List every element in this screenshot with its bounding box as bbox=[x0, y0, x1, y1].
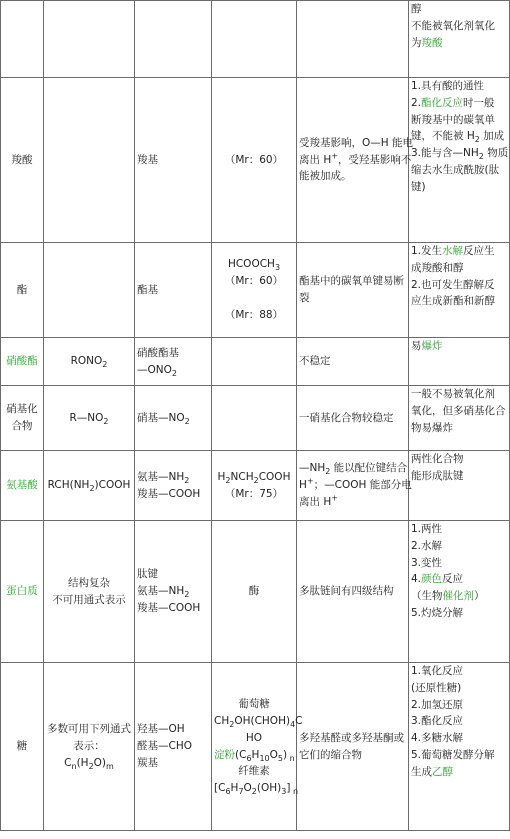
text-segment: 酯基中的碳氧单键易断 bbox=[299, 275, 404, 288]
text-segment: 酶 bbox=[248, 585, 260, 598]
cell-line bbox=[411, 420, 507, 437]
cell-line bbox=[299, 290, 406, 307]
text-segment: 断羧基中的碳氧单 bbox=[411, 113, 495, 126]
text-segment: 肽键 bbox=[137, 568, 158, 581]
text-segment: 2.也可发生醇解反 bbox=[411, 278, 495, 291]
text-segment: （生物 bbox=[411, 590, 443, 603]
text-segment: (还原性糖) bbox=[411, 681, 462, 694]
cell-line bbox=[46, 477, 132, 494]
cell-line bbox=[411, 179, 507, 196]
text-segment: （Mr：88） bbox=[224, 308, 284, 321]
formula-cell bbox=[44, 78, 135, 243]
name-cell bbox=[1, 338, 44, 386]
text-segment: 键，不能被 H bbox=[411, 130, 475, 143]
text-segment: 2 bbox=[478, 152, 484, 162]
properties-cell bbox=[409, 663, 510, 831]
example-cell bbox=[212, 663, 303, 831]
text-segment: 葡萄糖 bbox=[238, 698, 270, 711]
text-segment: 4 bbox=[290, 720, 296, 729]
functional-group-cell bbox=[135, 338, 212, 386]
example-cell bbox=[212, 386, 297, 451]
text-segment: 离出 H bbox=[299, 495, 332, 508]
text-segment: + bbox=[331, 151, 338, 161]
text-segment: 它们的缩合物 bbox=[299, 748, 362, 761]
text-segment: 受羧基影响，O—H 能电 bbox=[299, 136, 413, 149]
text-segment: 硝酸酯 bbox=[6, 355, 38, 368]
text-segment: —NH bbox=[299, 462, 326, 475]
functional-group-cell bbox=[135, 663, 212, 831]
cell-line bbox=[411, 451, 507, 468]
text-segment: 淀粉 bbox=[214, 748, 235, 761]
text-segment: 合物 bbox=[11, 420, 33, 432]
cell-line bbox=[46, 353, 132, 370]
text-segment: 氨基—NH bbox=[137, 585, 185, 598]
cell-line bbox=[411, 162, 507, 179]
properties-cell bbox=[409, 243, 510, 338]
example-cell bbox=[212, 243, 297, 338]
text-segment: (H bbox=[76, 756, 89, 769]
text-segment: 2 bbox=[103, 416, 109, 426]
text-segment: 3 bbox=[274, 263, 281, 273]
cell-line bbox=[3, 353, 41, 370]
text-segment: 2. bbox=[411, 96, 422, 109]
text-segment: n bbox=[287, 753, 295, 763]
text-segment: 应生成新酯和新醇 bbox=[411, 295, 495, 308]
cell-line bbox=[214, 763, 294, 780]
cell-line bbox=[214, 290, 294, 307]
cell-line bbox=[137, 469, 209, 486]
text-segment: 结构复杂 bbox=[68, 576, 110, 589]
formula-cell bbox=[44, 451, 135, 521]
table-row-nitro bbox=[1, 386, 510, 451]
text-segment: 酯基 bbox=[137, 283, 158, 296]
cell-line bbox=[3, 738, 41, 755]
text-segment: 颜色 bbox=[421, 573, 443, 586]
cell-line bbox=[299, 273, 406, 290]
text-segment: 4.多糖水解 bbox=[411, 732, 464, 745]
text-segment: 1.发生 bbox=[411, 245, 443, 257]
text-segment: 2 bbox=[88, 761, 94, 771]
text-segment: 反应 bbox=[442, 573, 464, 586]
text-segment: 成羧酸和醇 bbox=[411, 261, 464, 274]
cell-line bbox=[214, 273, 294, 290]
text-segment: 不可用通式表示 bbox=[52, 593, 126, 606]
text-segment: 1.具有酸的通性 bbox=[411, 80, 485, 92]
cell-line bbox=[46, 738, 132, 755]
cell-line bbox=[411, 243, 507, 260]
structure-feature-cell bbox=[297, 521, 409, 663]
text-segment: 裂 bbox=[299, 292, 310, 304]
text-segment: ） bbox=[474, 590, 485, 603]
text-segment: 7 bbox=[238, 787, 244, 797]
text-segment: 羧基—COOH bbox=[137, 487, 201, 500]
cell-line bbox=[46, 410, 132, 427]
text-segment: (C bbox=[235, 748, 247, 761]
table-row-sugar bbox=[1, 663, 510, 831]
text-segment: + bbox=[331, 493, 338, 503]
text-segment: 多羟基醛或多羟基酮或 bbox=[299, 731, 404, 744]
text-segment: NCH bbox=[230, 470, 254, 483]
text-segment: 2.加氢还原 bbox=[411, 698, 464, 711]
cell-line bbox=[137, 486, 209, 503]
cell-line bbox=[299, 460, 406, 477]
cell-line bbox=[411, 277, 507, 294]
cell-line bbox=[214, 583, 294, 600]
text-segment: 物质 bbox=[483, 147, 509, 160]
formula-cell bbox=[44, 521, 135, 663]
cell-line bbox=[214, 469, 294, 486]
text-segment: 4. bbox=[411, 573, 422, 586]
text-segment: 2 bbox=[89, 484, 95, 494]
text-segment: COOH bbox=[258, 470, 291, 483]
text-segment: 5.灼烧分解 bbox=[411, 606, 464, 619]
text-segment: 加成 bbox=[479, 130, 505, 143]
text-segment: 羟基—OH bbox=[137, 723, 185, 736]
table-row-amino-acid bbox=[1, 451, 510, 521]
formula-cell bbox=[44, 243, 135, 338]
text-segment: ] bbox=[286, 782, 291, 795]
text-segment: （Mr：75） bbox=[224, 487, 284, 500]
cell-line bbox=[411, 338, 507, 355]
cell-line bbox=[137, 410, 209, 427]
text-segment: 不稳定 bbox=[299, 355, 331, 368]
cell-line bbox=[137, 282, 209, 299]
text-segment: 2 bbox=[474, 135, 480, 145]
functional-group-cell bbox=[135, 451, 212, 521]
text-segment: ，受羟基影响不 bbox=[337, 153, 412, 166]
name-cell bbox=[1, 451, 44, 521]
text-segment: + bbox=[306, 476, 314, 486]
text-segment: H bbox=[299, 479, 307, 492]
text-segment: ；—COOH 能部分电 bbox=[313, 479, 412, 492]
text-segment: 5.葡萄糖发酵分解 bbox=[411, 748, 495, 761]
text-segment: 糖 bbox=[16, 740, 28, 753]
name-cell bbox=[1, 78, 44, 243]
text-segment: m bbox=[106, 761, 114, 771]
formula-cell bbox=[44, 338, 135, 386]
text-segment: 反应生 bbox=[463, 245, 495, 257]
text-segment: RCH(NH bbox=[47, 479, 90, 492]
cell-line bbox=[214, 307, 294, 324]
text-segment: n bbox=[290, 787, 299, 797]
example-cell bbox=[212, 451, 297, 521]
text-segment: 生成 bbox=[411, 765, 432, 778]
text-segment: 氧化，但多硝基化合 bbox=[411, 404, 506, 417]
text-segment: （Mr：60） bbox=[224, 275, 284, 288]
cell-line bbox=[299, 151, 412, 169]
text-segment: 3 bbox=[281, 787, 287, 797]
cell-line bbox=[214, 152, 294, 169]
properties-cell bbox=[409, 338, 510, 386]
text-segment: 多数可用下列通式 bbox=[47, 723, 131, 736]
text-segment: 硝酸酯基 bbox=[137, 346, 179, 359]
text-segment: 酯 bbox=[16, 283, 28, 296]
text-segment: 物易爆炸 bbox=[411, 421, 453, 434]
cell-line bbox=[299, 730, 406, 747]
cell-line bbox=[411, 747, 507, 764]
text-segment: 缩去水生成酰胺(肽 bbox=[411, 163, 500, 176]
cell-line bbox=[411, 764, 507, 781]
cell-line bbox=[411, 78, 507, 95]
text-segment: 3.酯化反应 bbox=[411, 715, 464, 728]
text-segment: 2 bbox=[184, 475, 190, 485]
cell-line bbox=[46, 755, 132, 772]
structure-feature-cell bbox=[297, 338, 409, 386]
name-cell bbox=[1, 663, 44, 831]
name-cell bbox=[1, 243, 44, 338]
cell-line bbox=[3, 152, 41, 169]
cell-line bbox=[137, 600, 209, 617]
cell-line bbox=[411, 555, 507, 572]
structure-feature-cell bbox=[297, 386, 409, 451]
functional-group-cell bbox=[135, 1, 212, 78]
cell-line bbox=[214, 696, 294, 713]
cell-line bbox=[3, 282, 41, 299]
table-row-ester bbox=[1, 243, 510, 338]
name-cell bbox=[1, 521, 44, 663]
cell-line bbox=[214, 256, 294, 273]
example-cell bbox=[212, 521, 297, 663]
cell-line bbox=[214, 730, 294, 747]
text-segment: C bbox=[295, 714, 303, 727]
text-segment: 乙醇 bbox=[432, 765, 453, 778]
cell-line bbox=[411, 145, 507, 162]
example-cell bbox=[212, 1, 297, 78]
text-segment: H bbox=[251, 748, 260, 761]
functional-group-cell bbox=[135, 521, 212, 663]
name-cell bbox=[1, 1, 44, 78]
text-segment: 离出 H bbox=[299, 153, 332, 166]
cell-line bbox=[411, 386, 507, 403]
text-segment: O bbox=[243, 782, 252, 795]
text-segment: 键) bbox=[411, 180, 426, 193]
cell-line bbox=[299, 353, 406, 370]
text-segment: 硝基—NO bbox=[137, 411, 185, 424]
cell-line bbox=[214, 780, 299, 797]
cell-line bbox=[411, 128, 507, 145]
text-segment: 2.水解 bbox=[411, 539, 443, 552]
text-segment: 能以配位键结合 bbox=[330, 462, 408, 475]
text-segment: 不能被氧化剂氧化 bbox=[411, 19, 495, 32]
name-cell bbox=[1, 386, 44, 451]
cell-line bbox=[137, 362, 209, 379]
structure-feature-cell bbox=[297, 663, 409, 831]
formula-cell bbox=[44, 663, 135, 831]
text-segment: 6 bbox=[225, 787, 231, 797]
text-segment: 3.变性 bbox=[411, 556, 443, 569]
cell-line bbox=[137, 755, 209, 772]
table-row-protein bbox=[1, 521, 510, 663]
cell-line bbox=[411, 112, 507, 129]
properties-cell bbox=[409, 386, 510, 451]
structure-feature-cell bbox=[297, 451, 412, 521]
cell-line bbox=[411, 521, 507, 538]
text-segment: 羧酸 bbox=[11, 153, 33, 166]
example-cell bbox=[212, 78, 297, 243]
cell-line bbox=[3, 418, 41, 435]
text-segment: 能形成肽键 bbox=[411, 469, 464, 482]
text-segment: R—NO bbox=[69, 411, 104, 424]
text-segment: 2 bbox=[102, 360, 108, 370]
text-segment: 1.两性 bbox=[411, 523, 443, 535]
cell-line bbox=[411, 35, 507, 52]
text-segment: HO bbox=[245, 731, 263, 744]
text-segment: n bbox=[71, 761, 77, 771]
text-segment: 纤维素 bbox=[238, 765, 270, 778]
text-segment: 羧酸 bbox=[421, 36, 443, 49]
text-segment: O) bbox=[93, 756, 107, 769]
properties-cell bbox=[409, 521, 510, 663]
text-segment: 2 bbox=[325, 467, 331, 477]
properties-cell bbox=[409, 1, 510, 78]
cell-line bbox=[411, 730, 507, 747]
text-segment: 两性化合物 bbox=[411, 453, 464, 465]
text-segment: C bbox=[64, 756, 72, 769]
cell-line bbox=[299, 583, 406, 600]
text-segment: 一般不易被氧化剂 bbox=[411, 388, 495, 400]
cell-line bbox=[411, 403, 507, 420]
cell-line bbox=[299, 410, 406, 427]
cell-line bbox=[411, 588, 507, 605]
text-segment: ) bbox=[282, 748, 288, 761]
example-cell bbox=[212, 338, 297, 386]
cell-line bbox=[411, 663, 507, 680]
table-body bbox=[1, 1, 510, 831]
text-segment: 催化剂 bbox=[442, 590, 474, 603]
cell-line bbox=[411, 538, 507, 555]
cell-line bbox=[46, 592, 132, 609]
text-segment: 2 bbox=[184, 416, 190, 426]
text-segment: 氨基—NH bbox=[137, 470, 185, 483]
text-segment: 羧基 bbox=[137, 153, 158, 166]
text-segment: 2 bbox=[225, 475, 231, 485]
text-segment: 时一般 bbox=[463, 96, 495, 109]
text-segment: 一硝基化合物较稳定 bbox=[299, 411, 394, 424]
text-segment: HCOOCH bbox=[227, 258, 275, 271]
properties-cell bbox=[409, 78, 510, 243]
text-segment: RONO bbox=[70, 355, 103, 368]
text-segment: 蛋白质 bbox=[6, 585, 38, 598]
text-segment: )COOH bbox=[94, 479, 131, 492]
cell-line bbox=[214, 486, 294, 503]
cell-line bbox=[46, 575, 132, 592]
text-segment: 3.能与含—NH bbox=[411, 147, 479, 160]
cell-line bbox=[411, 293, 507, 310]
text-segment: O bbox=[269, 748, 278, 761]
cell-line bbox=[411, 1, 507, 18]
text-segment: CH bbox=[214, 714, 230, 727]
cell-line bbox=[3, 583, 41, 600]
cell-line bbox=[411, 680, 507, 697]
cell-line bbox=[46, 721, 132, 738]
text-segment: 水解 bbox=[442, 245, 464, 257]
cell-line bbox=[411, 95, 507, 112]
cell-line bbox=[411, 571, 507, 588]
cell-line bbox=[137, 721, 209, 738]
text-segment: 易 bbox=[411, 340, 422, 352]
text-segment: H bbox=[217, 470, 226, 483]
text-segment: 能被加成。 bbox=[299, 170, 352, 183]
table-row-top bbox=[1, 1, 510, 78]
text-segment: 爆炸 bbox=[421, 340, 443, 352]
text-segment: 羧基—COOH bbox=[137, 601, 201, 614]
text-segment: 2 bbox=[184, 590, 190, 600]
text-segment: 羰基 bbox=[137, 756, 158, 769]
cell-line bbox=[137, 566, 209, 583]
text-segment: 表示： bbox=[73, 740, 105, 753]
text-segment: (OH) bbox=[256, 782, 282, 795]
functional-group-cell bbox=[135, 243, 212, 338]
cell-line bbox=[3, 401, 41, 418]
text-segment: 1.氧化反应 bbox=[411, 665, 464, 677]
cell-line bbox=[299, 476, 412, 494]
text-segment: OH(CHOH) bbox=[234, 714, 291, 727]
text-segment: 5 bbox=[277, 753, 283, 763]
table-row-carboxylic-acid bbox=[1, 78, 510, 243]
properties-cell bbox=[409, 451, 510, 521]
text-segment: H bbox=[230, 782, 239, 795]
structure-feature-cell bbox=[297, 243, 409, 338]
text-segment: 10 bbox=[259, 753, 270, 763]
cell-line bbox=[137, 738, 209, 755]
text-segment: [C bbox=[214, 782, 226, 795]
cell-line bbox=[137, 152, 209, 169]
cell-line bbox=[137, 345, 209, 362]
text-segment: 6 bbox=[246, 753, 252, 763]
cell-line bbox=[411, 18, 507, 35]
text-segment: —ONO bbox=[137, 363, 172, 376]
cell-line bbox=[411, 697, 507, 714]
cell-line bbox=[411, 468, 507, 485]
text-segment: 2 bbox=[229, 720, 235, 729]
text-segment: 氨基酸 bbox=[6, 479, 38, 492]
cell-line bbox=[299, 135, 413, 152]
text-segment: 醇 bbox=[411, 3, 422, 15]
cell-line bbox=[3, 477, 41, 494]
text-segment: 为 bbox=[411, 36, 422, 49]
cell-line bbox=[411, 713, 507, 730]
text-segment: 多肽链间有四级结构 bbox=[299, 585, 394, 598]
text-segment: 醛基—CHO bbox=[137, 740, 192, 753]
text-segment: 酯化反应 bbox=[421, 96, 464, 109]
structure-feature-cell bbox=[297, 78, 413, 243]
text-segment: 2 bbox=[253, 475, 259, 485]
table-row-nitrate-ester bbox=[1, 338, 510, 386]
functional-group-cell bbox=[135, 78, 212, 243]
formula-cell bbox=[44, 1, 135, 78]
cell-line bbox=[299, 494, 406, 511]
cell-line bbox=[299, 747, 406, 764]
cell-line bbox=[299, 168, 406, 185]
cell-line bbox=[411, 605, 507, 622]
functional-group-cell bbox=[135, 386, 212, 451]
text-segment: 2 bbox=[251, 787, 257, 797]
cell-line bbox=[214, 713, 303, 730]
text-segment: 2 bbox=[171, 368, 177, 378]
cell-line bbox=[137, 583, 209, 600]
cell-line bbox=[214, 747, 294, 764]
text-segment: 硝基化 bbox=[6, 403, 38, 416]
text-segment: （Mr：60） bbox=[224, 153, 284, 166]
cell-line bbox=[411, 260, 507, 277]
formula-cell bbox=[44, 386, 135, 451]
structure-feature-cell bbox=[297, 1, 409, 78]
